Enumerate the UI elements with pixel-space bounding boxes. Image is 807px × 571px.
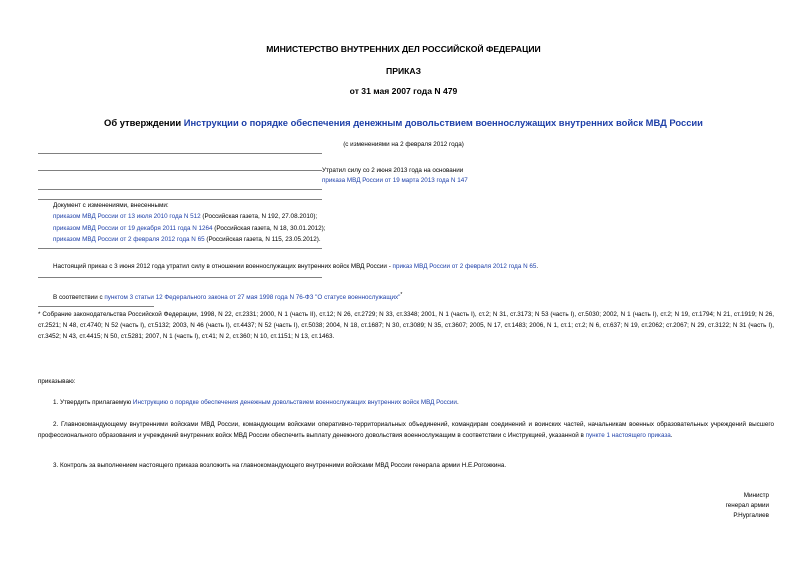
basis-prefix: В соответствии с [53, 294, 105, 302]
point-1-reference-link[interactable]: пункте 1 настоящего приказа [585, 432, 671, 439]
amendment-link[interactable]: приказом МВД России от 13 июля 2010 года N 512 [53, 213, 201, 220]
doc-type: ПРИКАЗ [386, 66, 421, 76]
point-2-end: . [670, 432, 673, 439]
title-prefix: Об утверждении [104, 117, 184, 128]
lost-force-link[interactable]: приказа МВД России от 19 марта 2013 года N 147 [322, 177, 468, 184]
order-word: приказываю: [38, 378, 76, 385]
doc-date-number: от 31 мая 2007 года N 479 [349, 86, 458, 96]
signature-title: Министр [743, 492, 769, 499]
signature-block [726, 491, 769, 521]
lost-force-line: Утратил силу со 2 июня 2013 года на основании [322, 167, 464, 174]
basis-paragraph [53, 290, 773, 303]
repeal-end: . [536, 263, 539, 270]
amendments-heading: Документ с изменениями, внесенными: [53, 202, 169, 209]
divider [38, 153, 322, 154]
divider [38, 199, 322, 200]
point-1 [53, 398, 773, 408]
amendment-source: (Российская газета, N 192, 27.08.2010); [200, 213, 318, 220]
point-2 [38, 419, 774, 441]
amendment-note: (с изменениями на 2 февраля 2012 года) [343, 141, 464, 148]
repeal-text: Настоящий приказ с 3 июня 2012 года утратил силу в отношении военнослужащих внутренних войск МВД России - [53, 263, 393, 270]
point-1-prefix: 1. Утвердить прилагаемую [53, 399, 133, 406]
signature-rank: генерал армии [725, 502, 769, 509]
amendment-item [53, 212, 753, 222]
amendment-link[interactable]: приказом МВД России от 19 декабря 2011 года N 1264 [53, 225, 213, 232]
point-1-end: . [456, 399, 459, 406]
divider [38, 277, 322, 278]
divider [38, 170, 322, 171]
amendment-source: (Российская газета, N 18, 30.01.2012); [212, 225, 326, 232]
divider [38, 189, 322, 190]
repeal-notice [53, 262, 773, 272]
amendment-source: (Российская газета, N 115, 23.05.2012). [204, 236, 321, 243]
instruction-link[interactable]: Инструкцию о порядке обеспечения денежным довольствием военнослужащих внутренних войск МВД России [132, 399, 457, 406]
amendment-item [53, 235, 753, 245]
ministry-heading: МИНИСТЕРСТВО ВНУТРЕННИХ ДЕЛ РОССИЙСКОЙ ФЕДЕРАЦИИ [266, 44, 541, 54]
footnote-divider [38, 306, 154, 307]
repeal-link[interactable]: приказ МВД России от 2 февраля 2012 года N 65 [392, 263, 537, 270]
point-2-text: 2. Главнокомандующему внутренними войсками МВД России, командующим войсками оперативно-территориальных объединений, командирам соединений и воинских частей, начальникам военных образовательных учреждений высшего профессионального образования и учреждений внутренних войск МВД России обеспечить выплату денежного довольствия военнослужащим в соответствии с Инструкцией, указанной в [38, 421, 774, 439]
doc-title [0, 117, 807, 128]
footnote-marker: * [400, 292, 403, 298]
point-3: 3. Контроль за выполнением настоящего приказа возложить на главнокомандующего внутренними войсками МВД России генерала армии Н.Е.Рогожкина. [53, 462, 507, 469]
amendment-item [53, 224, 753, 234]
basis-law-link[interactable]: пунктом 3 статьи 12 Федерального закона от 27 мая 1998 года N 76-ФЗ "О статусе военнослужащих" [104, 294, 401, 302]
amendment-link[interactable]: приказом МВД России от 2 февраля 2012 года N 65 [53, 236, 205, 243]
title-link[interactable]: Инструкции о порядке обеспечения денежным довольствием военнослужащих внутренних войск МВД России [183, 117, 703, 128]
signature-name: Р.Нургалиев [733, 512, 769, 519]
divider [38, 248, 322, 249]
footnote-text: * Собрание законодательства Российской Федерации, 1998, N 22, ст.2331; 2000, N 1 (часть II), ст.12; N 26, ст.2729; N 33, ст.3348; 2001, N 1 (часть I), ст.2; N 31, ст.3173; N 53 (часть I), ст.5030; 2002, N 1 (часть I), ст.2; N 19, ст.1794; N 21, ст.1919; N 26, ст.2521; N 48, ст.4740; N 52 (часть I), ст.5132; 2003, N 46 (часть I), ст.4437; N 52 (часть I), ст.5038; 2004, N 18, ст.1687; N 30, ст.3089; N 35, ст.3607; 2005, N 17, ст.1483; 2006, N 1, ст.1; ст.2; N 6, ст.637; N 19, ст.2062; ст.2067; N 29, ст.3122; N 31 (часть I), ст.3452; N 43, ст.4415; N 50, ст.5281; 2007, N 1 (часть I), ст.41; N 2, ст.360; N 10, ст.1151; N 13, ст.1463. [38, 311, 774, 340]
